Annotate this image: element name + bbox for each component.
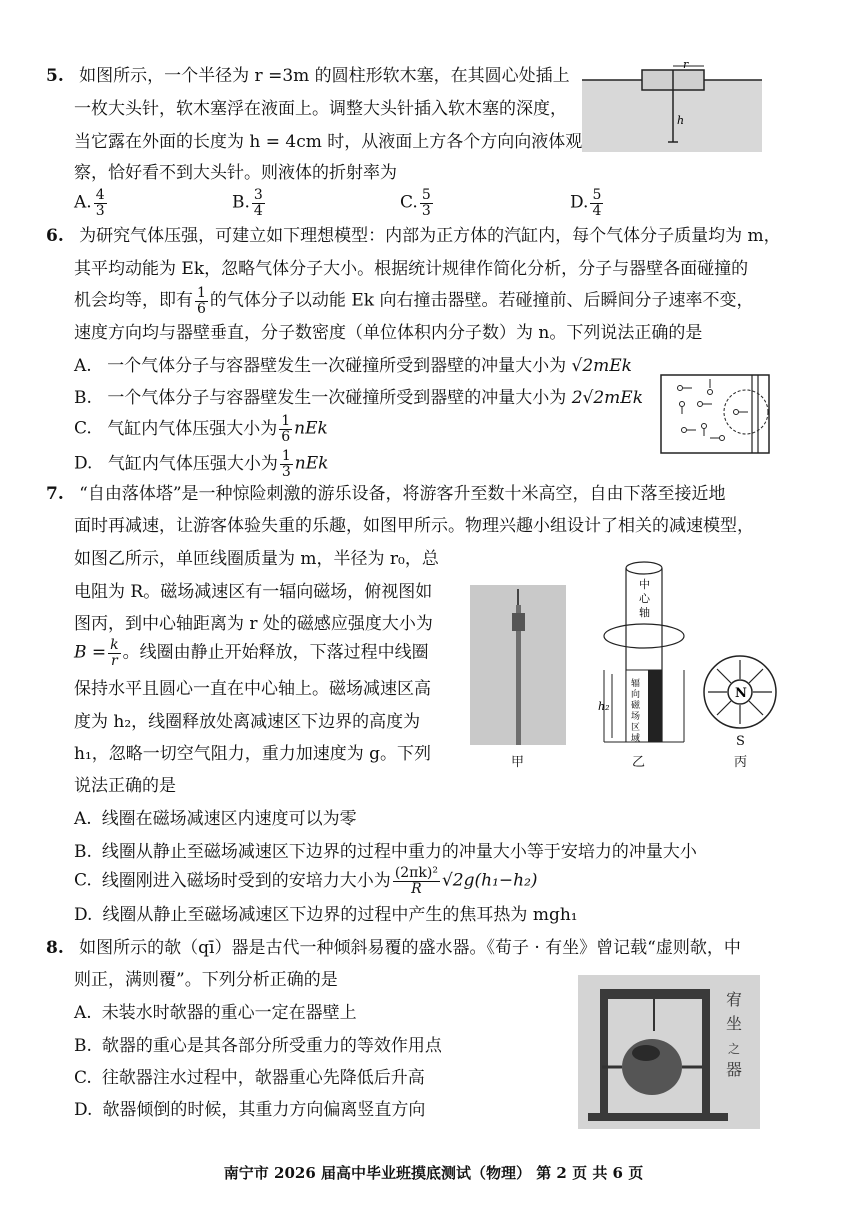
q5-option-a: A. $\frac{4}{3}$: [74, 187, 105, 219]
q8-number: 8.: [46, 938, 64, 958]
q7-line-6: B = $\frac{k}{r}$ 。线圈由静止开始释放，下落过程中线圈: [74, 637, 429, 669]
q7-coil-diagram: [594, 556, 694, 746]
q5-option-c: C. $\frac{5}{3}$: [400, 187, 431, 219]
q7-fig-N-label: N: [735, 686, 747, 701]
q5-fig-r-label: r: [683, 62, 689, 71]
q6-line-2: 其平均动能为 Ek，忽略气体分子大小。根据统计规律作简化分析，分子与器壁各面碰撞的: [74, 259, 749, 279]
q7-line-1: [46, 486, 726, 503]
svg-text:辐: 辐: [631, 679, 641, 689]
q8-option-a: A. 未装水时欹器的重心一定在器壁上: [74, 1003, 357, 1023]
q5-line-2: 一枚大头针，软木塞浮在液面上。调整大头针插入软木塞的深度，: [74, 99, 567, 119]
q7-line-2: 面时再减速，让游客体验失重的乐趣，如图甲所示。物理兴趣小组设计了相关的减速模型，: [74, 516, 754, 536]
q7-line-5: 图丙，到中心轴距离为 r 处的磁感应强度大小为: [74, 614, 433, 634]
q7-line-8: 度为 h₂，线圈释放处离减速区下边界的高度为: [74, 712, 421, 732]
q7-fig-S-label: S: [736, 734, 745, 749]
q7-option-c: C. 线圈刚进入磁场时受到的安培力大小为 $\frac{\text{(2πk)²}}{R}$ √2g(h₁−h₂): [74, 865, 538, 897]
q6-option-d: D. 气缸内气体压强大小为 $\frac{1}{3}$ nEk: [74, 448, 329, 480]
q5-number: 5.: [46, 66, 64, 86]
q7-tower-photo: [470, 585, 566, 745]
q7-line-10: 说法正确的是: [74, 776, 176, 796]
q6-number: 6.: [46, 226, 64, 246]
q7-fig-axis-3: 轴: [639, 606, 650, 619]
q7-fig-jia-label: 甲: [511, 755, 525, 770]
q7-option-a: A. 线圈在磁场减速区内速度可以为零: [74, 809, 357, 829]
q5-option-b: B. $\frac{3}{4}$: [232, 187, 263, 219]
svg-text:宥: 宥: [726, 990, 743, 1009]
q7-radial-field-diagram: [700, 652, 780, 732]
q6-gas-figure: [660, 374, 770, 454]
q8-option-c: C. 往欹器注水过程中，欹器重心先降低后升高: [74, 1068, 425, 1088]
svg-text:场: 场: [631, 712, 641, 722]
q8-qiqi-vessel-photo: [578, 975, 760, 1129]
svg-text:区: 区: [631, 723, 641, 733]
svg-text:器: 器: [726, 1060, 743, 1079]
svg-text:向: 向: [631, 690, 641, 700]
q8-line-2: 则正，满则覆”。下列分析正确的是: [74, 970, 338, 990]
q5-fig-h-label: h: [677, 114, 685, 127]
q7-fig-axis-2: 心: [639, 592, 650, 605]
q6-option-a: A. 一个气体分子与容器壁发生一次碰撞所受到器壁的冲量大小为 √2mEk: [74, 356, 632, 376]
q8-text-1: 如图所示的欹（qī）器是古代一种倾斜易覆的盛水器。《荀子 · 有坐》曾记载“虚则欹，中: [79, 938, 741, 958]
q5-line-4: 察，恰好看不到大头针。则液体的折射率为: [74, 163, 397, 183]
q6-line-4: 速度方向均与器壁垂直，分子数密度（单位体积内分子数）为 n。下列说法正确的是: [74, 323, 703, 343]
q7-fig-bing-label: 丙: [734, 755, 748, 770]
q6-text-1: 为研究气体压强，可建立如下理想模型：内部为正方体的汽缸内，每个气体分子质量均为 m，: [79, 226, 781, 246]
q8-option-b: B. 欹器的重心是其各部分所受重力的等效作用点: [74, 1036, 442, 1056]
q7-line-4: 电阻为 R。磁场减速区有一辐向磁场，俯视图如: [74, 582, 433, 602]
svg-text:之: 之: [728, 1042, 741, 1056]
q7-fig-h2-label: h₂: [598, 700, 610, 713]
q6-line-1: [46, 228, 781, 245]
svg-text:坐: 坐: [726, 1014, 743, 1033]
q7-option-b: B. 线圈从静止至磁场减速区下边界的过程中重力的冲量大小等于安培力的冲量大小: [74, 842, 697, 862]
q5-line-1: [46, 68, 570, 85]
q7-number: 7.: [46, 484, 64, 504]
q7-line-3: 如图乙所示，单匝线圈质量为 m，半径为 r₀，总: [74, 549, 439, 569]
q5-line-3: 当它露在外面的长度为 h = 4cm 时，从液面上方各个方向向液体观: [74, 132, 583, 152]
svg-text:域: 域: [631, 734, 641, 744]
q5-cork-figure: [582, 62, 762, 152]
q6-line-3: 机会均等，即有 $\frac{1}{6}$ 的气体分子以动能 Ek 向右撞击器壁。若碰撞前、后瞬间分子速率不变，: [74, 285, 754, 317]
q6-option-b: B. 一个气体分子与容器壁发生一次碰撞所受到器壁的冲量大小为 2√2mEk: [74, 388, 644, 408]
q7-option-d: D. 线圈从静止至磁场减速区下边界的过程中产生的焦耳热为 mgh₁: [74, 905, 578, 925]
q5-option-d: D. $\frac{5}{4}$: [570, 187, 602, 219]
q8-option-d: D. 欹器倾倒的时候，其重力方向偏离竖直方向: [74, 1100, 426, 1120]
q5-text-1: 如图所示，一个半径为 r =3m 的圆柱形软木塞，在其圆心处插上: [79, 66, 570, 86]
q7-line-7: 保持水平且圆心一直在中心轴上。磁场减速区高: [74, 679, 431, 699]
q7-fig-axis-1: 中: [639, 578, 650, 591]
svg-text:磁: 磁: [631, 701, 641, 711]
q6-option-c: C. 气缸内气体压强大小为 $\frac{1}{6}$ nEk: [74, 413, 328, 445]
q7-fig-yi-label: 乙: [632, 755, 646, 770]
q8-line-1: [46, 940, 741, 957]
q7-line-9: h₁，忽略一切空气阻力，重力加速度为 g。下列: [74, 744, 432, 764]
q7-text-1: “自由落体塔”是一种惊险刺激的游乐设备，将游客升至数十米高空，自由下落至接近地: [79, 484, 726, 504]
page-footer: 南宁市 2026 届高中毕业班摸底测试（物理） 第 2 页 共 6 页: [223, 1164, 644, 1182]
